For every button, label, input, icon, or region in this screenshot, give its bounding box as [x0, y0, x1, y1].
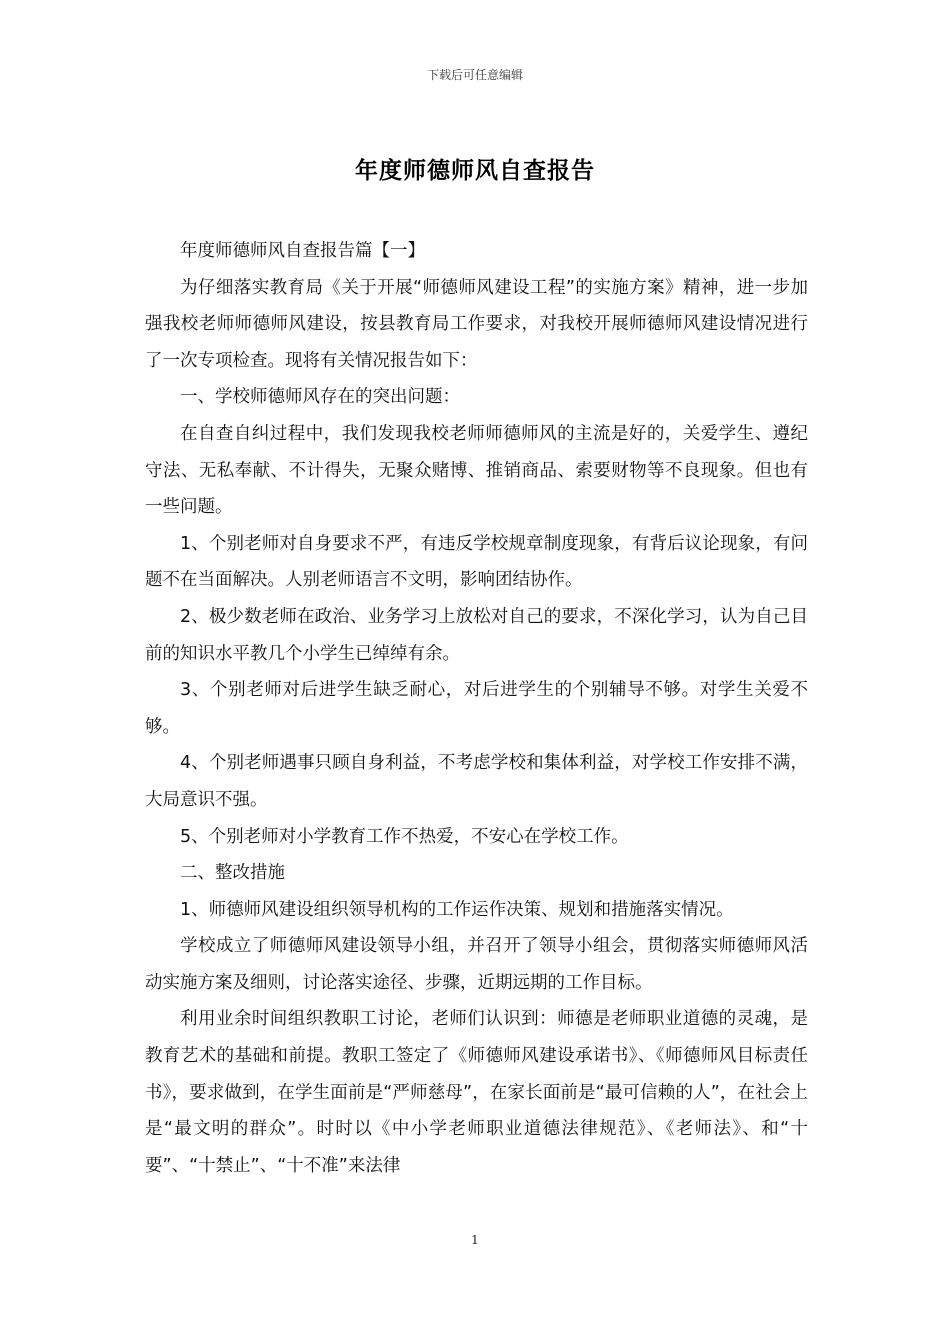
page-number: 1 [471, 1233, 479, 1247]
header-note: 下载后可任意编辑 [426, 68, 523, 82]
paragraph: 利用业余时间组织教职工讨论，老师们认识到：师德是老师职业道德的灵魂，是教育艺术的基础和前提。教职工签定了《师德师风建设承诺书》、《师德师风目标责任书》，要求做到，在学生面前是“严师慈母”，在家长面前是“最可信赖的人”，在社会上是“最文明的群众”。时时以《中小学老师职业道德法律规范》、《老师法》、和“十要”、“十禁止”、“十不准”来法律 [145, 1009, 808, 1176]
list-item: 5、个别老师对小学教育工作不热爱，不安心在学校工作。 [180, 826, 629, 847]
list-item: 4、个别老师遇事只顾自身利益，不考虑学校和集体利益，对学校工作安排不满，大局意识不强。 [145, 753, 808, 810]
document-body [145, 233, 808, 1184]
section-heading: 年度师德师风自查报告篇【一】 [180, 241, 425, 261]
paragraph: 学校成立了师德师风建设领导小组，并召开了领导小组会，贯彻落实师德师风活动实施方案及细则，讨论落实途径、步骤，近期远期的工作目标。 [145, 936, 808, 993]
paragraph: 在自查自纠过程中，我们发现我校老师师德师风的主流是好的，关爱学生、遵纪守法、无私奉献、不计得失，无聚众赌博、推销商品、索要财物等不良现象。但也有一些问题。 [145, 423, 808, 518]
section-heading: 一、学校师德师风存在的突出问题： [180, 387, 460, 408]
paragraph: 为仔细落实教育局《关于开展“师德师风建设工程”的实施方案》精神，进一步加强我校老师师德师风建设，按县教育局工作要求，对我校开展师德师风建设情况进行了一次专项检查。现将有关情况报告如下： [145, 277, 808, 371]
list-item: 1、师德师风建设组织领导机构的工作运作决策、规划和措施落实情况。 [180, 899, 734, 920]
list-item: 1、个别老师对自身要求不严，有违反学校规章制度现象，有背后议论现象，有问题不在当面解决。人别老师语言不文明，影响团结协作。 [145, 533, 808, 591]
list-item: 3、个别老师对后进学生缺乏耐心，对后进学生的个别辅导不够。对学生关爱不够。 [145, 680, 808, 737]
section-heading: 二、整改措施 [180, 863, 285, 884]
document-title: 年度师德师风自查报告 [355, 158, 595, 184]
list-item: 2、极少数老师在政治、业务学习上放松对自己的要求，不深化学习，认为自己目前的知识水平教几个小学生已绰绰有余。 [145, 606, 808, 664]
